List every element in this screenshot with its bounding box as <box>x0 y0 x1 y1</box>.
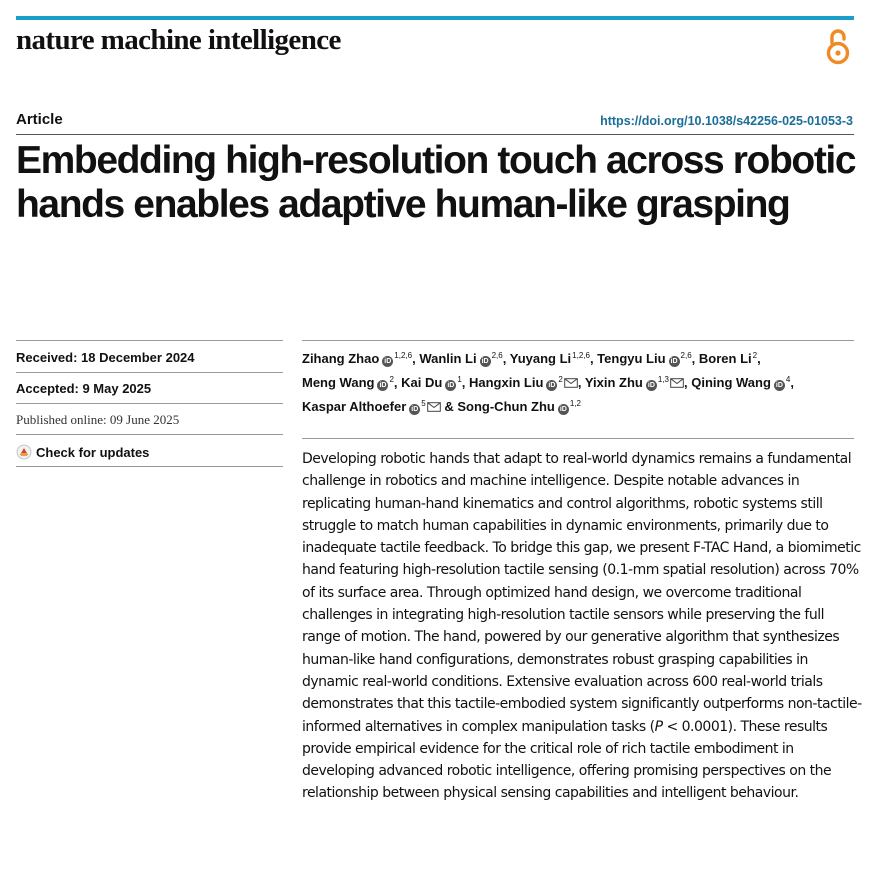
author-name[interactable]: Yixin Zhu <box>584 375 643 390</box>
header-divider <box>16 134 854 135</box>
check-for-updates-icon <box>16 444 32 460</box>
author-entry[interactable] <box>419 351 502 366</box>
author-name[interactable]: Meng Wang <box>302 375 375 390</box>
author-entry[interactable] <box>510 351 590 366</box>
author-affiliation: 2 <box>558 375 563 384</box>
author-name[interactable]: Boren Li <box>698 351 752 366</box>
doi-link[interactable]: https://doi.org/10.1038/s42256-025-01053-3 <box>600 114 853 128</box>
journal-top-rule <box>16 16 854 20</box>
meta-divider <box>16 372 283 373</box>
author-entry[interactable] <box>691 375 790 390</box>
orcid-icon[interactable]: iD <box>481 358 489 365</box>
author-entry[interactable] <box>302 375 394 390</box>
author-name[interactable]: Kaspar Althoefer <box>302 399 407 414</box>
meta-divider <box>16 466 283 467</box>
author-affiliation: 5 <box>421 399 426 408</box>
orcid-icon[interactable]: iD <box>647 382 655 389</box>
author-affiliation: 1,2,6 <box>572 351 590 360</box>
abstract-text: Developing robotic hands that adapt to real-world dynamics remains a fundamental challenge in robotics and machine intelligence. Despite notable advances in replicating human-hand kinematics and control algorithms, robotic systems still struggle to match human capabilities in dynamic environments, primarily due to inadequate tactile feedback. To bridge this gap, we present F-TAC Hand, a biomimetic hand featuring high-resolution tactile sensing (0.1-mm spatial resolution) across 70% of its surface area. Through optimized hand design, we overcome traditional challenges in integrating high-resolution tactile sensors while preserving the full range of motion. The hand, powered by our generative algorithm that synthesizes human-like hand configurations, demonstrates robust grasping capabilities in dynamic real-world conditions. Extensive evaluation across 600 real-world trials demonstrates that this tactile-embodied system significantly outperforms non-tactile-informed alternatives in complex manipulation tasks ( <box>302 451 862 735</box>
meta-divider <box>16 403 283 404</box>
article-title: Embedding high-resolution touch across robotic hands enables adaptive human-like grasping <box>16 139 856 226</box>
orcid-icon[interactable]: iD <box>411 406 419 413</box>
author-entry[interactable] <box>302 351 412 366</box>
orcid-icon[interactable]: iD <box>447 382 455 389</box>
author-affiliation: 2 <box>752 351 758 360</box>
check-for-updates-link[interactable] <box>16 444 149 460</box>
author-name[interactable]: Yuyang Li <box>509 351 572 366</box>
author-entry[interactable] <box>469 375 578 390</box>
email-icon[interactable] <box>564 378 578 388</box>
authors-divider <box>302 340 854 341</box>
author-entry[interactable] <box>401 375 462 390</box>
email-icon[interactable] <box>670 378 684 388</box>
check-for-updates-label: Check for updates <box>36 444 150 460</box>
author-entry[interactable] <box>585 375 684 390</box>
author-name[interactable]: Qining Wang <box>691 375 771 390</box>
meta-divider <box>16 434 283 435</box>
orcid-icon[interactable]: iD <box>670 358 678 365</box>
orcid-icon[interactable]: iD <box>379 382 387 389</box>
author-name[interactable]: Tengyu Liu <box>597 351 666 366</box>
author-entry[interactable] <box>699 351 757 366</box>
abstract-p-symbol: P <box>654 718 663 735</box>
meta-divider <box>16 340 283 341</box>
orcid-icon[interactable]: iD <box>384 358 392 365</box>
author-list: Zihang Zhao iD$^{1,2,6}$, Wanlin Li iD$^{2,6}$, Yuyang Li$^{1,2,6}$, Tengyu Liu iD$^{2,6}$, Boren Li$^2$, Meng Wang iD$^2$, Kai Du iD$^1$, Hangxin Liu iD$^2$ , Yixin Zhu iD$^{1,3}$ , Qining Wang iD$^4$, Kaspar Althoefer iD$^5$ & Song-Chun Zhu iD$^{1,2}$ <box>302 351 794 414</box>
author-affiliation: 1,2 <box>569 399 581 408</box>
author-affiliation: 1 <box>457 375 462 384</box>
author-name[interactable]: Hangxin Liu <box>469 375 544 390</box>
author-affiliation: 2,6 <box>491 351 503 360</box>
author-entry[interactable] <box>302 399 441 414</box>
orcid-icon[interactable]: iD <box>548 382 556 389</box>
author-affiliation: 2 <box>389 375 394 384</box>
open-access-icon <box>824 28 852 66</box>
author-entry[interactable] <box>597 351 692 366</box>
abstract <box>302 448 862 805</box>
article-type-label: Article <box>16 111 63 128</box>
author-name[interactable]: Wanlin Li <box>419 351 477 366</box>
email-icon[interactable] <box>427 402 441 412</box>
orcid-icon[interactable]: iD <box>775 382 783 389</box>
author-name[interactable]: Kai Du <box>401 375 443 390</box>
author-name[interactable]: Zihang Zhao <box>302 351 380 366</box>
accepted-date: Accepted: 9 May 2025 <box>16 381 152 396</box>
author-affiliation: 1,2,6 <box>394 351 413 360</box>
orcid-icon[interactable]: iD <box>559 406 567 413</box>
author-affiliation: 2,6 <box>680 351 692 360</box>
author-affiliation: 1,3 <box>657 375 669 384</box>
abstract-divider <box>302 438 854 439</box>
published-date: Published online: 09 June 2025 <box>16 412 180 427</box>
received-date: Received: 18 December 2024 <box>16 350 195 365</box>
journal-name[interactable]: nature machine intelligence <box>16 24 341 56</box>
abstract-text: < 0.0001). These results provide empirical evidence for the critical role of rich tactile embodiment in developing advanced robotic intelligence, offering promising perspectives on the relationship between physical sensing capabilities and intelligent behaviour. <box>302 718 832 802</box>
author-name[interactable]: Song-Chun Zhu <box>457 399 555 414</box>
author-affiliation: 4 <box>785 375 791 384</box>
author-entry[interactable] <box>457 399 581 414</box>
